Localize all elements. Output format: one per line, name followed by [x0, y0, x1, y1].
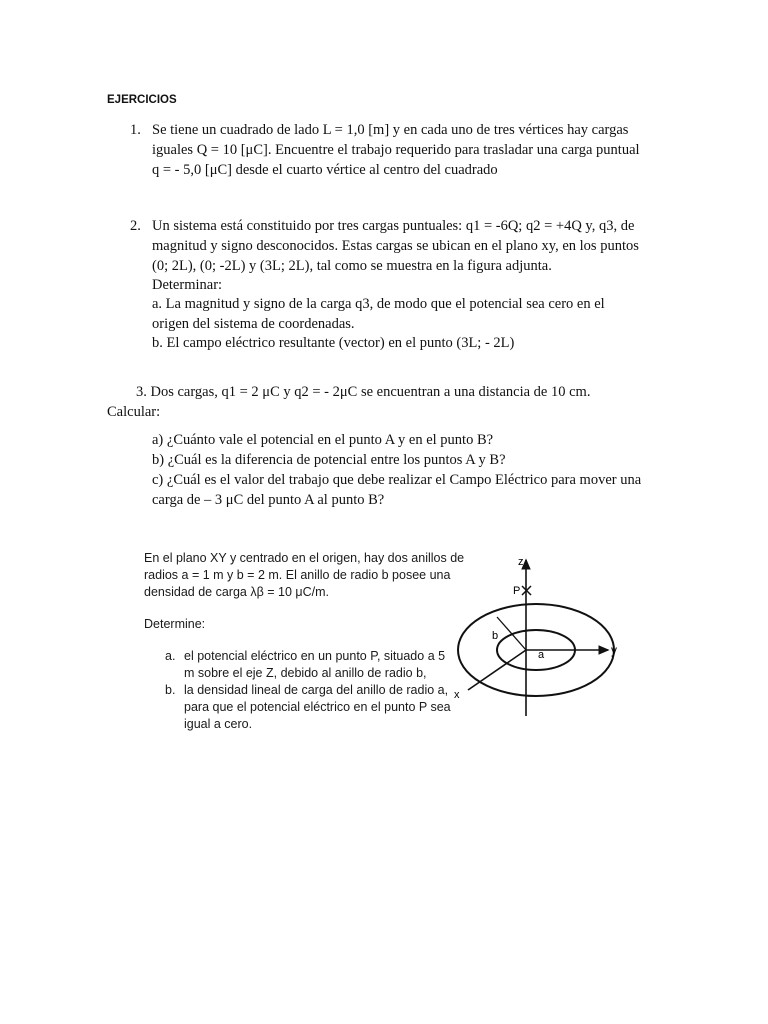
- a-label: a: [538, 649, 545, 661]
- z-label: z: [518, 556, 524, 568]
- exercise-2-number: 2.: [130, 218, 141, 234]
- figure-line: densidad de carga λβ = 10 μC/m.: [144, 585, 329, 599]
- radius-b: [497, 617, 526, 650]
- figure-item-b-line: igual a cero.: [184, 717, 253, 731]
- exercise-2-line: Determinar:: [152, 277, 223, 293]
- page-title: EJERCICIOS: [107, 94, 177, 106]
- rings-diagram: [440, 548, 630, 718]
- exercise-1-line: Se tiene un cuadrado de lado L = 1,0 [m] y en cada uno de tres vértices hay cargas: [152, 122, 629, 138]
- exercise-3-intro: 3. Dos cargas, q1 = 2 μC y q2 = - 2μC se encuentran a una distancia de 10 cm.: [136, 384, 591, 400]
- x-label: x: [454, 689, 460, 701]
- exercise-2-line: (0; 2L), (0; -2L) y (3L; 2L), tal como se muestra en la figura adjunta.: [152, 258, 552, 274]
- exercise-3-line: b) ¿Cuál es la diferencia de potencial entre los puntos A y B?: [152, 452, 506, 468]
- exercise-1-line: iguales Q = 10 [μC]. Encuentre el trabajo requerido para trasladar una carga puntual: [152, 142, 640, 158]
- figure-item-b-label: b.: [165, 683, 176, 697]
- figure-determine: Determine:: [144, 617, 206, 631]
- exercise-3-line: c) ¿Cuál es el valor del trabajo que debe realizar el Campo Eléctrico para mover una: [152, 472, 642, 488]
- exercise-1-line: q = - 5,0 [μC] desde el cuarto vértice al centro del cuadrado: [152, 162, 498, 178]
- exercise-1-number: 1.: [130, 122, 141, 138]
- x-axis: [468, 650, 526, 690]
- y-label: y: [611, 643, 617, 657]
- exercise-3-line: carga de – 3 μC del punto A al punto B?: [152, 492, 385, 508]
- figure-line: radios a = 1 m y b = 2 m. El anillo de radio b posee una: [144, 568, 451, 582]
- p-label: P: [513, 585, 521, 597]
- exercise-2-line: b. El campo eléctrico resultante (vector) en el punto (3L; - 2L): [152, 335, 515, 351]
- exercise-3-line: a) ¿Cuánto vale el potencial en el punto A y en el punto B?: [152, 432, 494, 448]
- figure-item-b-line: la densidad lineal de carga del anillo de radio a,: [184, 683, 449, 697]
- exercise-2-line: Un sistema está constituido por tres cargas puntuales: q1 = -6Q; q2 = +4Q y, q3, de: [152, 218, 635, 234]
- exercise-2-line: magnitud y signo desconocidos. Estas cargas se ubican en el plano xy, en los puntos: [152, 238, 639, 254]
- figure-item-a-line: el potencial eléctrico en un punto P, situado a 5: [184, 649, 446, 663]
- exercise-2-line: origen del sistema de coordenadas.: [152, 316, 355, 332]
- exercise-2-line: a. La magnitud y signo de la carga q3, de modo que el potencial sea cero en el: [152, 296, 605, 312]
- exercise-3-calc: Calcular:: [107, 404, 161, 420]
- figure-item-a-line: m sobre el eje Z, debido al anillo de radio b,: [184, 666, 427, 680]
- figure-line: En el plano XY y centrado en el origen, hay dos anillos de: [144, 551, 465, 565]
- b-label: b: [492, 630, 499, 642]
- figure-item-b-line: para que el potencial eléctrico en el punto P sea: [184, 700, 451, 714]
- figure-item-a-label: a.: [165, 649, 176, 663]
